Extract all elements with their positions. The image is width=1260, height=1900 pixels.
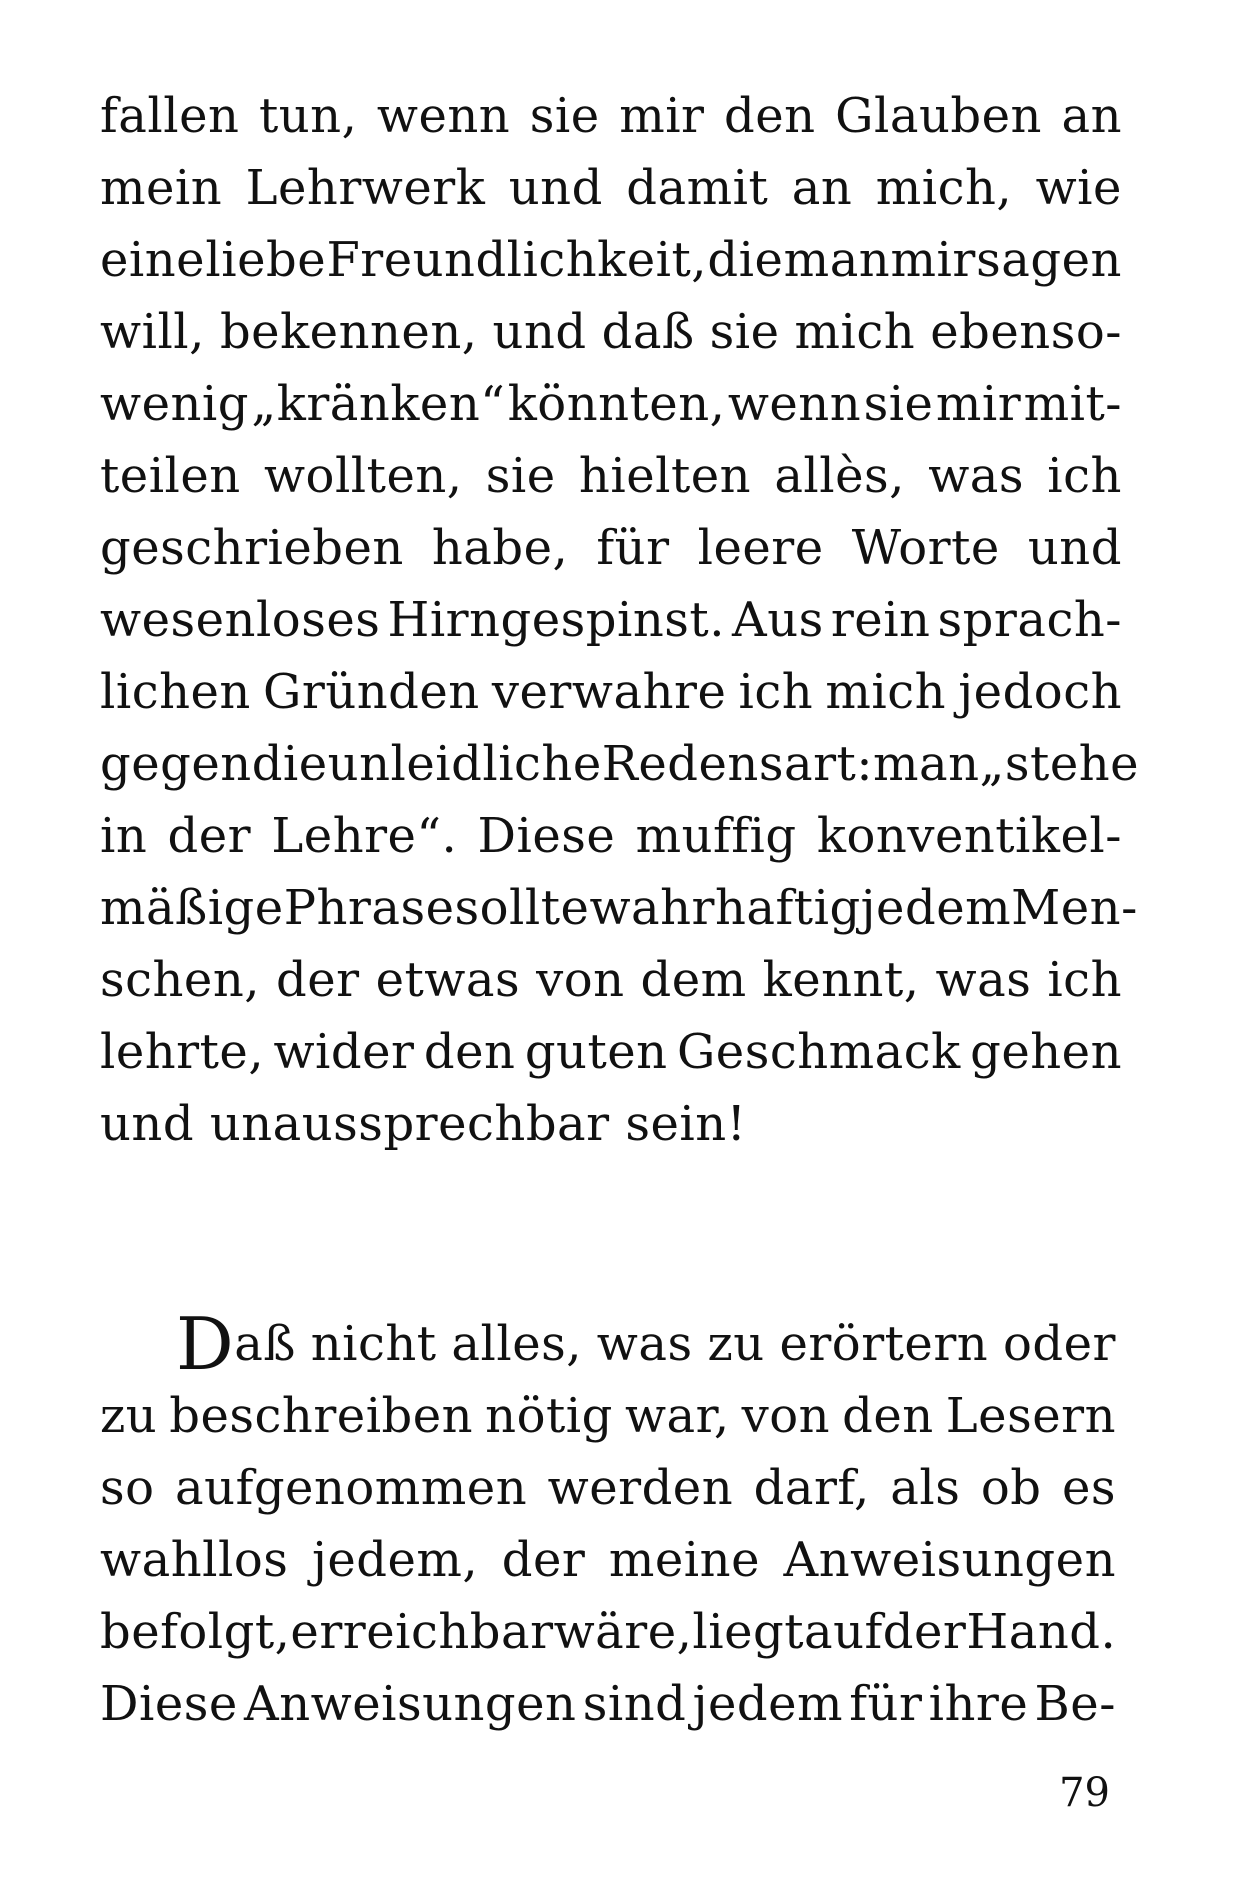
p1-line-6: teilen wollten, sie hielten allès, was ich: [100, 448, 1122, 504]
p1-line-1: fallen tun, wenn sie mir den Glauben an: [100, 88, 1122, 144]
p2-line-1-wrap: [176, 1302, 1116, 1386]
p2-line-3: so aufgenommen werden darf, als ob es: [100, 1460, 1116, 1516]
p1-line-3: eine liebe Freundlichkeit, die man mir sagen: [100, 232, 1122, 288]
p1-line-2: mein Lehrwerk und damit an mich, wie: [100, 160, 1122, 216]
p1-line-8: wesenloses Hirngespinst. Aus rein sprach-: [100, 592, 1122, 648]
p1-line-4: will, bekennen, und daß sie mich ebenso-: [100, 304, 1122, 360]
p1-line-11: in der Lehre“. Diese muffig konventikel-: [100, 808, 1122, 864]
p1-line-5: wenig „kränken“ könnten, wenn sie mir mit-: [100, 376, 1122, 432]
p1-line-13: schen, der etwas von dem kennt, was ich: [100, 952, 1122, 1008]
p2-line-2: zu beschreiben nötig war, von den Lesern: [100, 1388, 1116, 1444]
p2-initial: D: [176, 1302, 235, 1386]
p1-line-15: und unaussprechbar sein!: [100, 1096, 747, 1152]
p2-line-5: befolgt, erreichbar wäre, liegt auf der Hand.: [100, 1604, 1117, 1660]
p2-line-1: aß nicht alles, was zu erörtern oder: [234, 1316, 1116, 1372]
p1-line-9: lichen Gründen verwahre ich mich jedoch: [100, 664, 1122, 720]
p1-line-10: gegen die unleidliche Redensart: man „stehe: [100, 736, 1140, 792]
p1-line-7: geschrieben habe, für leere Worte und: [100, 520, 1122, 576]
page-number: 79: [1059, 1770, 1110, 1816]
p2-line-6: Diese Anweisungen sind jedem für ihre Be-: [100, 1676, 1116, 1732]
p1-line-14: lehrte, wider den guten Geschmack gehen: [100, 1024, 1122, 1080]
p1-line-12: mäßige Phrase sollte wahrhaftig jedem Men-: [100, 880, 1138, 936]
p2-line-4: wahllos jedem, der meine Anweisungen: [100, 1532, 1116, 1588]
